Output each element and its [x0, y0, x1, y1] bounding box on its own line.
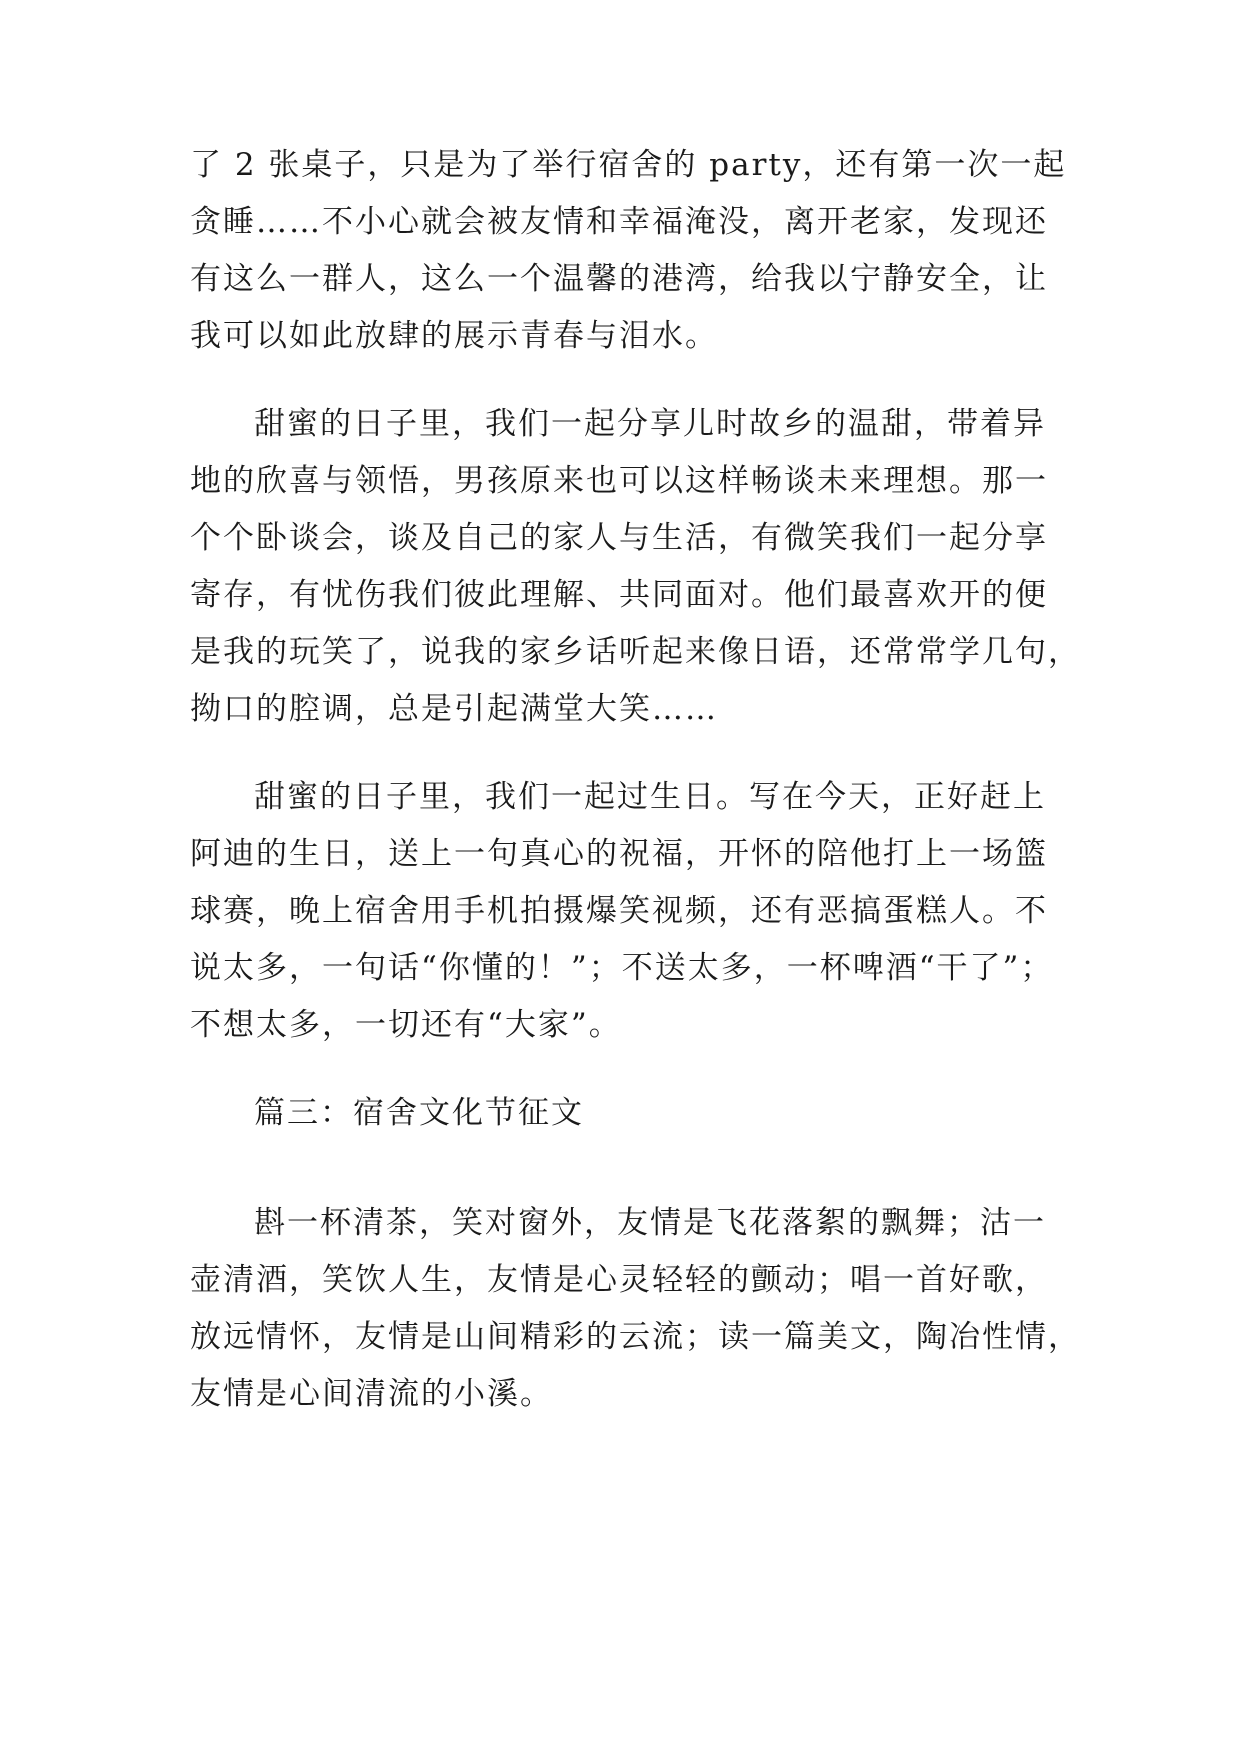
- paragraph-sharing-memories: [190, 396, 1081, 738]
- text-line: 不想太多，一切还有“大家”。: [190, 1007, 622, 1043]
- section-title: 篇三：宿舍文化节征文: [254, 1095, 584, 1131]
- text-line: 斟一杯清茶，笑对窗外，友情是飞花落絮的飘舞；沽一: [254, 1205, 1046, 1241]
- text-line: 贪睡……不小心就会被友情和幸福淹没，离开老家，发现还: [190, 204, 1048, 240]
- text-line: 甜蜜的日子里，我们一起过生日。写在今天，正好赶上: [254, 779, 1046, 815]
- text-line: 甜蜜的日子里，我们一起分享儿时故乡的温甜，带着异: [254, 406, 1046, 442]
- text-line: 拗口的腔调，总是引起满堂大笑……: [190, 691, 718, 727]
- text-line: 球赛，晚上宿舍用手机拍摄爆笑视频，还有恶搞蛋糕人。不: [190, 893, 1048, 929]
- text-line: 我可以如此放肆的展示青春与泪水。: [190, 318, 718, 354]
- text-line: 寄存，有忧伤我们彼此理解、共同面对。他们最喜欢开的便: [190, 577, 1048, 613]
- text-line: 个个卧谈会，谈及自己的家人与生活，有微笑我们一起分享: [190, 520, 1048, 556]
- text-line: 有这么一群人，这么一个温馨的港湾，给我以宁静安全，让: [190, 261, 1048, 297]
- text-line: 友情是心间清流的小溪。: [190, 1376, 553, 1412]
- text-line: 了 2 张桌子，只是为了举行宿舍的 party，还有第一次一起: [190, 147, 1067, 183]
- text-line: 放远情怀，友情是山间精彩的云流；读一篇美文，陶冶性情，: [190, 1319, 1081, 1355]
- paragraph-dorm-party: [190, 137, 1070, 365]
- text-line: 阿迪的生日，送上一句真心的祝福，开怀的陪他打上一场篮: [190, 836, 1048, 872]
- text-line: 壶清酒，笑饮人生，友情是心灵轻轻的颤动；唱一首好歌，: [190, 1262, 1048, 1298]
- paragraph-birthday: [190, 769, 1070, 1054]
- paragraph-friendship: [190, 1195, 1081, 1423]
- text-line: 是我的玩笑了，说我的家乡话听起来像日语，还常常学几句，: [190, 634, 1081, 670]
- section-heading: [190, 1085, 1070, 1142]
- text-line: 说太多，一句话“你懂的！”；不送太多，一杯啤酒“干了”；: [190, 950, 1054, 986]
- text-line: 地的欣喜与领悟，男孩原来也可以这样畅谈未来理想。那一: [190, 463, 1048, 499]
